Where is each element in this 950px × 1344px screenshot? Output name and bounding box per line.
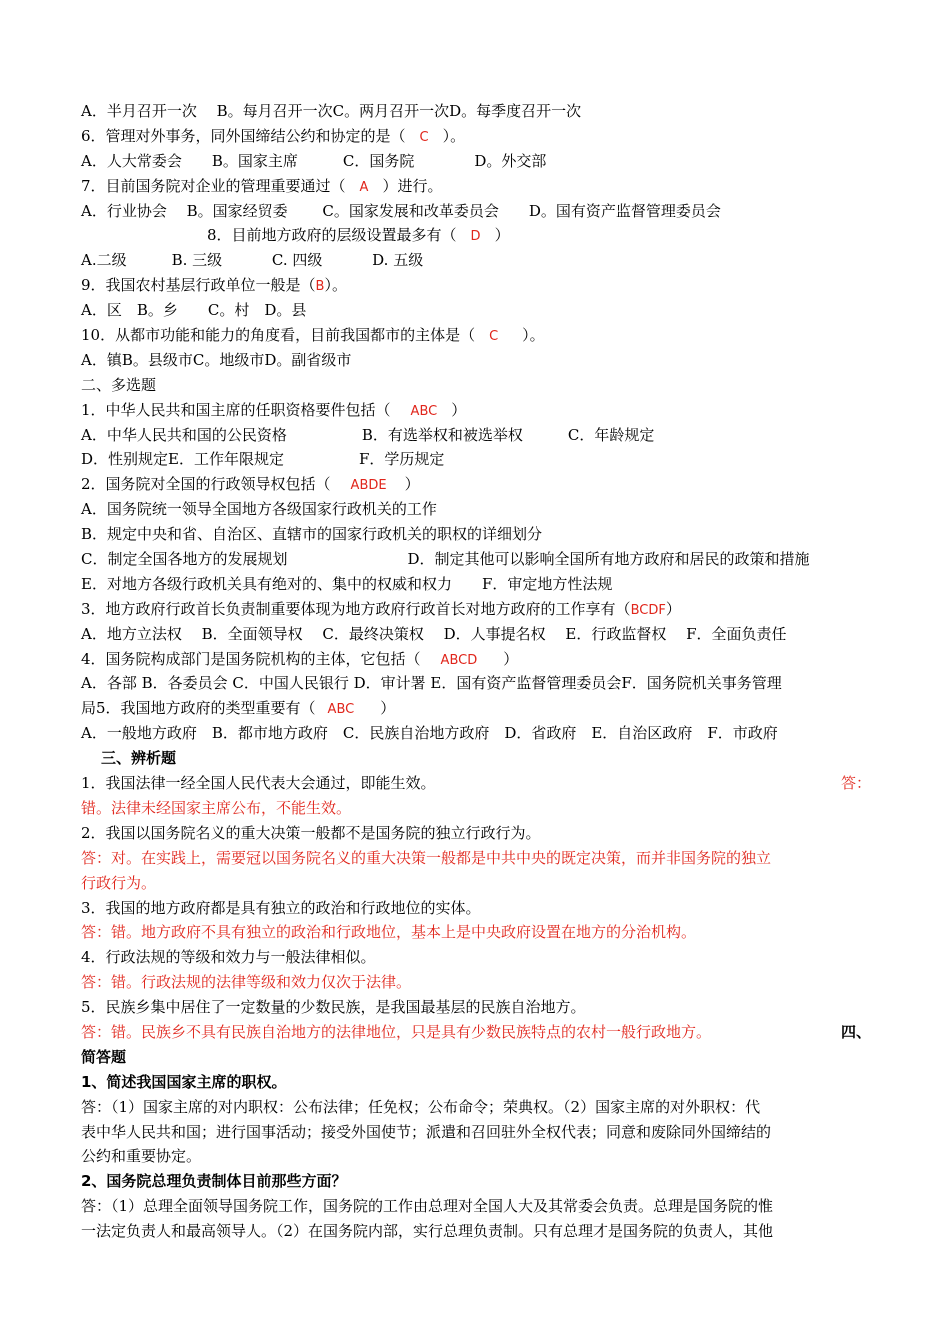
answer: ABDE xyxy=(350,478,387,494)
m1: 1．中华人民共和国主席的任职资格要件包括（ ABC ） xyxy=(81,400,467,419)
j1-answer: 错。法律未经国家主席公布，不能生效。 xyxy=(81,798,352,817)
j3: 3．我国的地方政府都是具有独立的政治和行政地位的实体。 xyxy=(81,898,481,917)
q5-options: A．半月召开一次 B。每月召开一次C。两月召开一次D。每季度召开一次 xyxy=(81,102,582,120)
answer: A xyxy=(359,179,369,195)
j4: 4．行政法规的等级和效力与一般法律相似。 xyxy=(81,948,376,967)
q10: 10．从都市功能和能力的角度看，目前我国都市的主体是（ C ）。 xyxy=(81,326,545,345)
answer-label: 答： xyxy=(840,774,871,793)
answer: C xyxy=(489,329,499,345)
answer: C xyxy=(419,129,429,145)
j2-answer-cont: 行政行为。 xyxy=(81,873,157,892)
j2: 2．我国以国务院名义的重大决策一般都不是国务院的独立行政行为。 xyxy=(81,823,541,842)
m2: 2．国务院对全国的行政领导权包括（ ABDE ） xyxy=(81,475,420,494)
q9: 9．我国农村基层行政单位一般是（B）。 xyxy=(81,276,347,295)
q10-options: A．镇B。县级市C。地级市D。副省级市 xyxy=(81,350,352,369)
answer: BCDF xyxy=(630,602,666,618)
m1-options-a: A．中华人民共和国的公民资格 B．有选举权和被选举权 C．年龄规定 xyxy=(81,425,655,444)
answer: ABC xyxy=(410,403,438,419)
q9-options: A．区 B。乡 C。村 D。县 xyxy=(81,301,307,320)
section-heading: 简答题 xyxy=(81,1047,127,1066)
s1-answer: 答：（1）国家主席的对内职权：公布法律；任免权；公布命令；荣典权。（2）国家主席的对外职权：代 xyxy=(81,1097,761,1116)
m2-option-a: A．国务院统一领导全国地方各级国家行政机关的工作 xyxy=(81,500,437,519)
j4-answer: 答：错。行政法规的法律等级和效力仅次于法律。 xyxy=(81,973,412,992)
m4-options: A．各部 B．各委员会 C．中国人民银行 D．审计署 E．国有资产监督管理委员会F．国务院机关事务管理 xyxy=(81,674,782,693)
q6-options: A．人大常委会 B。国家主席 C．国务院 D。外交部 xyxy=(81,151,547,170)
s2-question: 2、国务院总理负责制体目前那些方面？ xyxy=(81,1172,347,1191)
j5: 5．民族乡集中居住了一定数量的少数民族，是我国最基层的民族自治地方。 xyxy=(81,998,586,1017)
m1-options-b: D．性别规定E．工作年限规定 F．学历规定 xyxy=(81,450,445,469)
section-heading: 三、辨析题 xyxy=(101,749,177,768)
m2-option-ef: E．对地方各级行政机关具有绝对的、集中的权威和权力 F．审定地方性法规 xyxy=(81,574,613,593)
q6: 6．管理对外事务，同外国缔结公约和协定的是（ C ）。 xyxy=(81,126,466,145)
section-heading: 二、多选题 xyxy=(81,375,157,394)
q7: 7．目前国务院对企业的管理重要通过（ A ）进行。 xyxy=(81,176,443,195)
j3-answer: 答：错。地方政府不具有独立的政治和行政地位，基本上是中央政府设置在地方的分治机构。 xyxy=(81,923,697,942)
s1-question: 1、简述我国国家主席的职权。 xyxy=(81,1072,287,1091)
answer: B xyxy=(315,279,325,295)
q8-options: A.二级 B. 三级 C. 四级 D. 五级 xyxy=(81,251,424,270)
s1-answer-cont: 表中华人民共和国；进行国事活动；接受外国使节；派遣和召回驻外全权代表；同意和废除同外国缔结的 xyxy=(81,1122,772,1141)
s1-answer-cont2: 公约和重要协定。 xyxy=(81,1147,202,1166)
answer: ABCD xyxy=(440,652,478,668)
m2-option-cd: C．制定全国各地方的发展规划 D．制定其他可以影响全国所有地方政府和居民的政策和措施 xyxy=(81,550,810,569)
m4: 4．国务院构成部门是国务院机构的主体，它包括（ ABCD ） xyxy=(81,649,519,668)
s2-answer-cont: 一法定负责人和最高领导人。（2）在国务院内部，实行总理负责制。只有总理才是国务院的负责人，其他 xyxy=(81,1222,774,1241)
document-page xyxy=(81,99,871,1244)
m5: 局5．我国地方政府的类型重要有（ ABC ） xyxy=(81,699,396,718)
q8: 8．目前地方政府的层级设置最多有（ D ） xyxy=(207,226,510,245)
j1: 1．我国法律一经全国人民代表大会通过，即能生效。 答： xyxy=(81,771,871,796)
m3: 3．地方政府行政首长负责制重要体现为地方政府行政首长对地方政府的工作享有（BCDF） xyxy=(81,599,681,618)
s2-answer: 答：（1）总理全面领导国务院工作，国务院的工作由总理对全国人大及其常委会负责。总理是国务院的惟 xyxy=(81,1197,774,1216)
q7-options: A．行业协会 B。国家经贸委 C。国家发展和改革委员会 D。国有资产监督管理委员会 xyxy=(81,201,721,220)
section-number: 四、 xyxy=(840,1022,871,1041)
answer: D xyxy=(470,229,481,245)
j5-answer: 答：错。民族乡不具有民族自治地方的法律地位，只是具有少数民族特点的农村一般行政地方。 四、 xyxy=(81,1020,871,1045)
m2-option-b: B．规定中央和省、自治区、直辖市的国家行政机关的职权的详细划分 xyxy=(81,525,543,544)
answer: ABC xyxy=(327,702,355,718)
m3-options: A．地方立法权 B．全面领导权 C．最终决策权 D．人事提名权 E．行政监督权 F．全面负责任 xyxy=(81,624,787,643)
m5-options: A．一般地方政府 B．都市地方政府 C．民族自治地方政府 D．省政府 E．自治区政府 F．市政府 xyxy=(81,724,778,743)
j2-answer: 答：对。在实践上，需要冠以国务院名义的重大决策一般都是中共中央的既定决策，而并非国务院的独立 xyxy=(81,848,772,867)
